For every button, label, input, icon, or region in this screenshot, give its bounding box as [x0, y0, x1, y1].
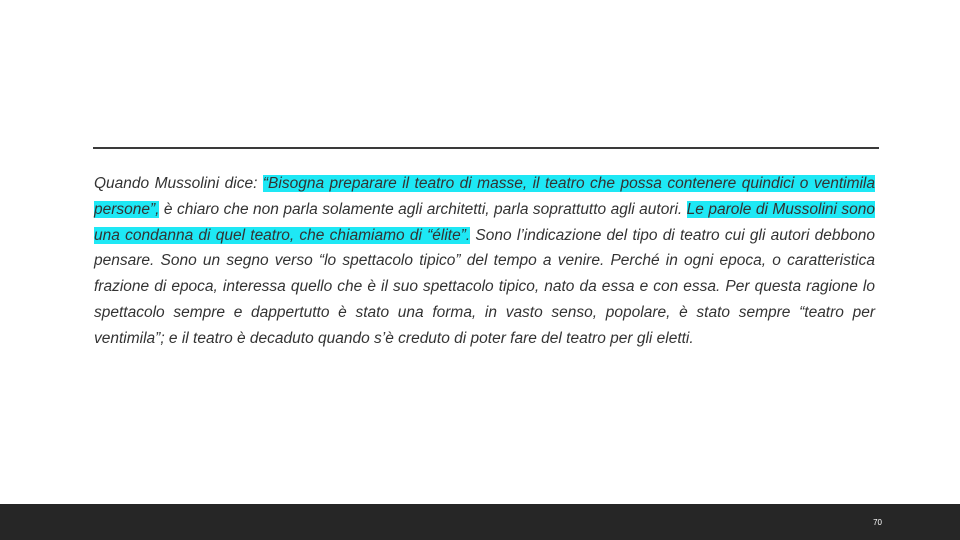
highlighted-quote-1: “Bisogna preparare il teatro di masse, il teatro che possa contenere quindici o ventimila persone”,	[94, 175, 875, 218]
highlighted-quote-2: Le parole di Mussolini sono una condanna di quel teatro, che chiamiamo di “élite”.	[94, 200, 875, 244]
paragraph-text-3: Sono l’indicazione del tipo di teatro cui gli autori debbono pensare. Sono un segno verso “lo spettacolo tipico” del tempo a venire. Perché in ogni epoca, o caratteristica frazione di epoca, interessa quello che è il suo spettacolo tipico, nato da essa e con essa. Per questa ragione lo spettacolo sempre e dappertutto è stato una forma, in vasto senso, popolare, è stato sempre “teatro per ventimila”; e il teatro è decaduto quando s’è creduto di poter fare del teatro per gli eletti.	[94, 226, 875, 347]
paragraph-text-2: è chiaro che non parla solamente agli architetti, parla soprattutto agli autori.	[159, 200, 687, 218]
footer-bar	[0, 504, 960, 540]
paragraph-text-1: Quando Mussolini dice:	[94, 175, 263, 192]
divider-line	[93, 147, 879, 149]
page-number: 70	[873, 518, 882, 527]
quote-paragraph	[94, 171, 875, 352]
